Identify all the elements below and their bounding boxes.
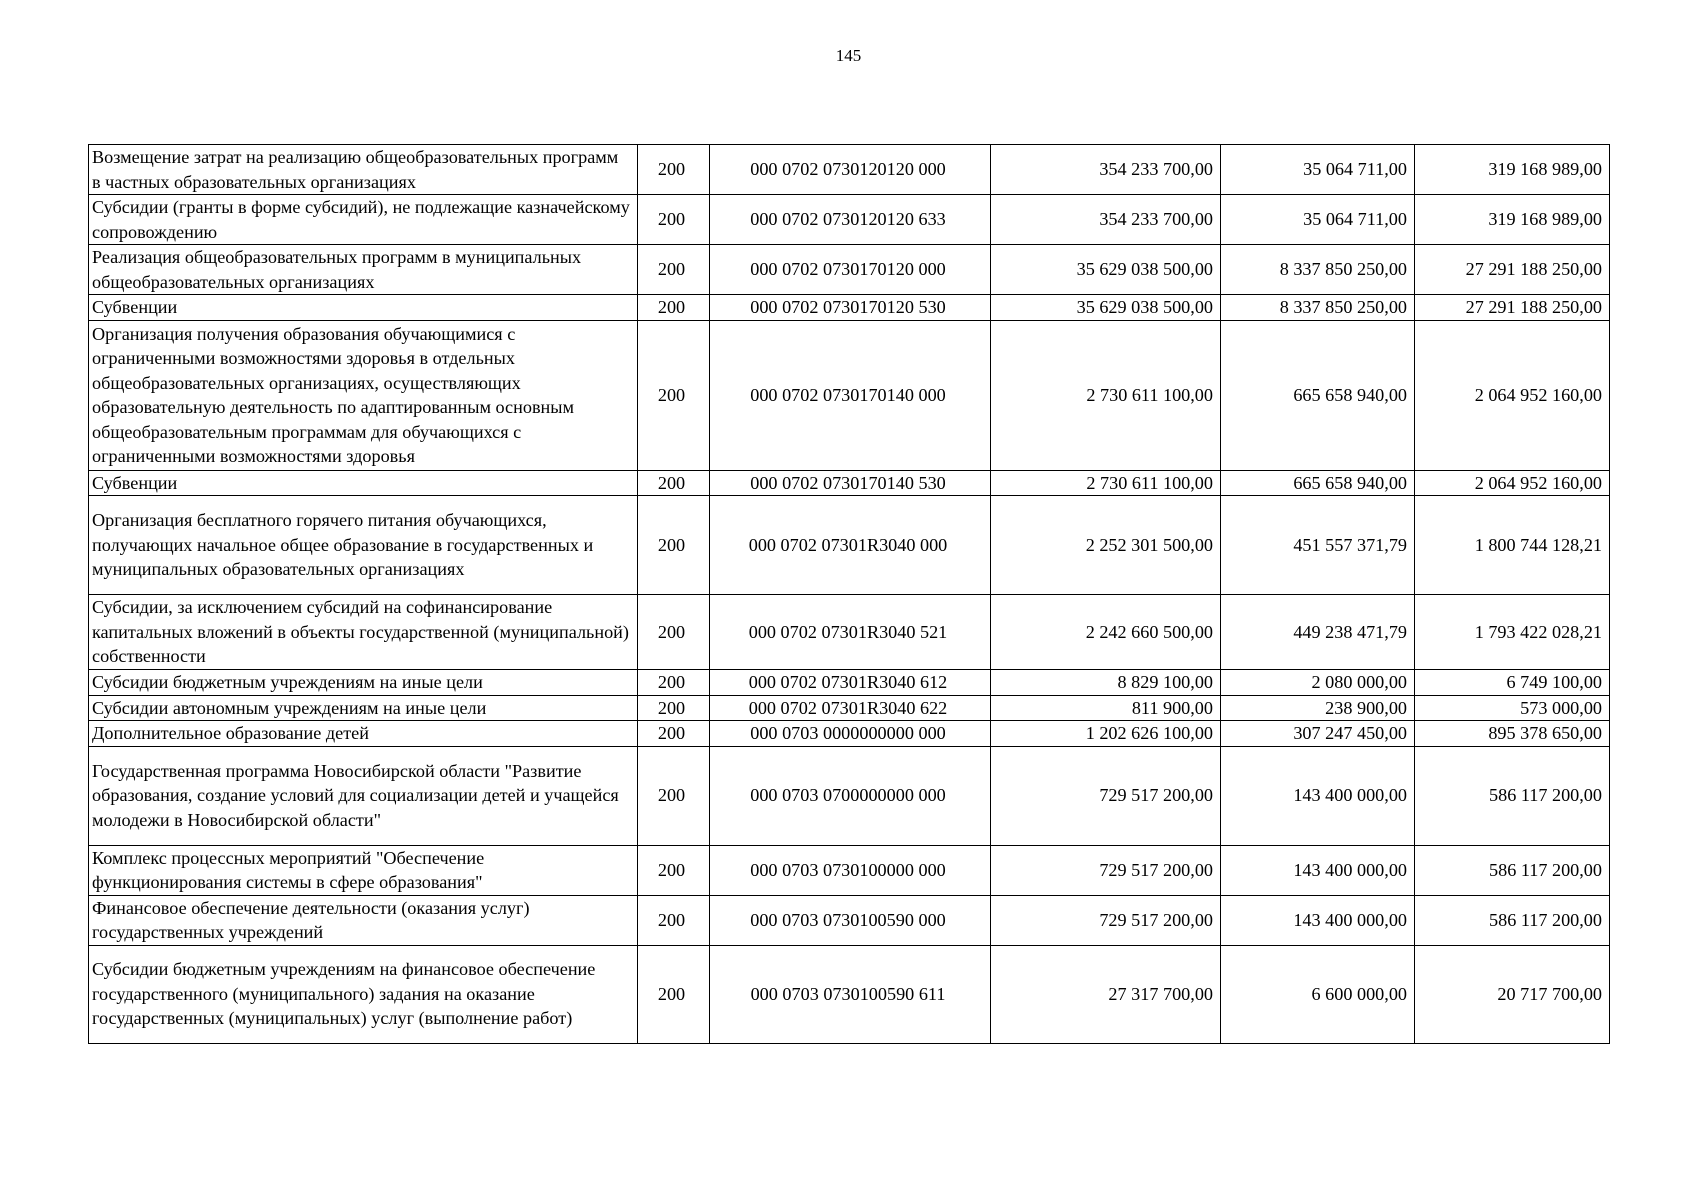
row-name: Организация бесплатного горячего питания обучающихся, получающих начальное общее образование в государственных и муниципальных образовательных организациях bbox=[89, 496, 638, 595]
table-row bbox=[89, 195, 1610, 245]
row-kbk: 000 0702 07301R3040 612 bbox=[710, 670, 991, 696]
row-executed: 6 600 000,00 bbox=[1221, 945, 1415, 1043]
row-executed: 8 337 850 250,00 bbox=[1221, 245, 1415, 295]
row-executed: 35 064 711,00 bbox=[1221, 145, 1415, 195]
row-code: 200 bbox=[638, 245, 710, 295]
row-name: Возмещение затрат на реализацию общеобразовательных программ в частных образовательных организациях bbox=[89, 145, 638, 195]
row-approved: 811 900,00 bbox=[991, 695, 1221, 721]
row-code: 200 bbox=[638, 746, 710, 845]
row-code: 200 bbox=[638, 945, 710, 1043]
row-kbk: 000 0702 0730170120 000 bbox=[710, 245, 991, 295]
row-executed: 238 900,00 bbox=[1221, 695, 1415, 721]
row-code: 200 bbox=[638, 470, 710, 496]
row-name: Субсидии, за исключением субсидий на софинансирование капитальных вложений в объекты государственной (муниципальной) собственности bbox=[89, 595, 638, 670]
row-unexecuted: 20 717 700,00 bbox=[1415, 945, 1610, 1043]
row-kbk: 000 0702 07301R3040 000 bbox=[710, 496, 991, 595]
row-name: Реализация общеобразовательных программ в муниципальных общеобразовательных организациях bbox=[89, 245, 638, 295]
row-executed: 35 064 711,00 bbox=[1221, 195, 1415, 245]
row-unexecuted: 586 117 200,00 bbox=[1415, 746, 1610, 845]
table-row bbox=[89, 746, 1610, 845]
table-row bbox=[89, 945, 1610, 1043]
row-name: Комплекс процессных мероприятий "Обеспечение функционирования системы в сфере образования" bbox=[89, 845, 638, 895]
row-code: 200 bbox=[638, 670, 710, 696]
row-unexecuted: 573 000,00 bbox=[1415, 695, 1610, 721]
table-row bbox=[89, 496, 1610, 595]
row-kbk: 000 0703 0700000000 000 bbox=[710, 746, 991, 845]
row-unexecuted: 1 800 744 128,21 bbox=[1415, 496, 1610, 595]
row-code: 200 bbox=[638, 195, 710, 245]
row-unexecuted: 895 378 650,00 bbox=[1415, 721, 1610, 747]
row-approved: 2 730 611 100,00 bbox=[991, 320, 1221, 470]
table-row bbox=[89, 721, 1610, 747]
table-row bbox=[89, 895, 1610, 945]
table-row bbox=[89, 670, 1610, 696]
row-unexecuted: 27 291 188 250,00 bbox=[1415, 245, 1610, 295]
row-name: Государственная программа Новосибирской области "Развитие образования, создание условий для социализации детей и учащейся молодежи в Новосибирской области" bbox=[89, 746, 638, 845]
row-name: Субсидии автономным учреждениям на иные цели bbox=[89, 695, 638, 721]
row-unexecuted: 2 064 952 160,00 bbox=[1415, 470, 1610, 496]
table-row bbox=[89, 245, 1610, 295]
row-name: Субвенции bbox=[89, 470, 638, 496]
table-row bbox=[89, 695, 1610, 721]
row-kbk: 000 0702 07301R3040 622 bbox=[710, 695, 991, 721]
table-row bbox=[89, 595, 1610, 670]
row-name: Финансовое обеспечение деятельности (оказания услуг) государственных учреждений bbox=[89, 895, 638, 945]
row-kbk: 000 0702 07301R3040 521 bbox=[710, 595, 991, 670]
row-unexecuted: 6 749 100,00 bbox=[1415, 670, 1610, 696]
row-code: 200 bbox=[638, 845, 710, 895]
row-unexecuted: 2 064 952 160,00 bbox=[1415, 320, 1610, 470]
row-approved: 354 233 700,00 bbox=[991, 145, 1221, 195]
row-approved: 354 233 700,00 bbox=[991, 195, 1221, 245]
row-executed: 665 658 940,00 bbox=[1221, 470, 1415, 496]
row-approved: 2 252 301 500,00 bbox=[991, 496, 1221, 595]
row-approved: 8 829 100,00 bbox=[991, 670, 1221, 696]
row-approved: 729 517 200,00 bbox=[991, 746, 1221, 845]
row-unexecuted: 319 168 989,00 bbox=[1415, 195, 1610, 245]
row-approved: 2 730 611 100,00 bbox=[991, 470, 1221, 496]
table-row bbox=[89, 295, 1610, 321]
row-unexecuted: 27 291 188 250,00 bbox=[1415, 295, 1610, 321]
row-name: Дополнительное образование детей bbox=[89, 721, 638, 747]
table-row bbox=[89, 470, 1610, 496]
row-unexecuted: 586 117 200,00 bbox=[1415, 895, 1610, 945]
row-executed: 665 658 940,00 bbox=[1221, 320, 1415, 470]
row-unexecuted: 319 168 989,00 bbox=[1415, 145, 1610, 195]
row-code: 200 bbox=[638, 595, 710, 670]
row-executed: 143 400 000,00 bbox=[1221, 895, 1415, 945]
row-kbk: 000 0703 0730100000 000 bbox=[710, 845, 991, 895]
row-approved: 1 202 626 100,00 bbox=[991, 721, 1221, 747]
row-code: 200 bbox=[638, 295, 710, 321]
row-kbk: 000 0702 0730170140 000 bbox=[710, 320, 991, 470]
row-approved: 2 242 660 500,00 bbox=[991, 595, 1221, 670]
row-code: 200 bbox=[638, 320, 710, 470]
row-executed: 8 337 850 250,00 bbox=[1221, 295, 1415, 321]
row-code: 200 bbox=[638, 721, 710, 747]
row-kbk: 000 0702 0730170120 530 bbox=[710, 295, 991, 321]
row-code: 200 bbox=[638, 895, 710, 945]
row-executed: 143 400 000,00 bbox=[1221, 746, 1415, 845]
budget-table bbox=[88, 144, 1610, 1044]
row-executed: 449 238 471,79 bbox=[1221, 595, 1415, 670]
row-approved: 35 629 038 500,00 bbox=[991, 295, 1221, 321]
row-name: Субсидии бюджетным учреждениям на финансовое обеспечение государственного (муниципального) задания на оказание государственных (муниципальных) услуг (выполнение работ) bbox=[89, 945, 638, 1043]
row-executed: 451 557 371,79 bbox=[1221, 496, 1415, 595]
row-kbk: 000 0702 0730120120 633 bbox=[710, 195, 991, 245]
row-unexecuted: 1 793 422 028,21 bbox=[1415, 595, 1610, 670]
row-name: Субсидии бюджетным учреждениям на иные цели bbox=[89, 670, 638, 696]
row-code: 200 bbox=[638, 496, 710, 595]
row-kbk: 000 0703 0730100590 611 bbox=[710, 945, 991, 1043]
row-kbk: 000 0703 0730100590 000 bbox=[710, 895, 991, 945]
row-approved: 35 629 038 500,00 bbox=[991, 245, 1221, 295]
row-approved: 27 317 700,00 bbox=[991, 945, 1221, 1043]
row-code: 200 bbox=[638, 145, 710, 195]
row-executed: 2 080 000,00 bbox=[1221, 670, 1415, 696]
row-code: 200 bbox=[638, 695, 710, 721]
row-name: Субвенции bbox=[89, 295, 638, 321]
row-kbk: 000 0703 0000000000 000 bbox=[710, 721, 991, 747]
table-row bbox=[89, 320, 1610, 470]
row-name: Организация получения образования обучающимися с ограниченными возможностями здоровья в отдельных общеобразовательных организациях, осуществляющих образовательную деятельность по адаптированным основным общеобразовательным программам для обучающихся с ограниченными возможностями здоровья bbox=[89, 320, 638, 470]
table-row bbox=[89, 845, 1610, 895]
row-unexecuted: 586 117 200,00 bbox=[1415, 845, 1610, 895]
row-approved: 729 517 200,00 bbox=[991, 895, 1221, 945]
row-name: Субсидии (гранты в форме субсидий), не подлежащие казначейскому сопровождению bbox=[89, 195, 638, 245]
row-executed: 307 247 450,00 bbox=[1221, 721, 1415, 747]
table-row bbox=[89, 145, 1610, 195]
row-kbk: 000 0702 0730170140 530 bbox=[710, 470, 991, 496]
row-approved: 729 517 200,00 bbox=[991, 845, 1221, 895]
row-kbk: 000 0702 0730120120 000 bbox=[710, 145, 991, 195]
page-number: 145 bbox=[835, 46, 862, 65]
row-executed: 143 400 000,00 bbox=[1221, 845, 1415, 895]
